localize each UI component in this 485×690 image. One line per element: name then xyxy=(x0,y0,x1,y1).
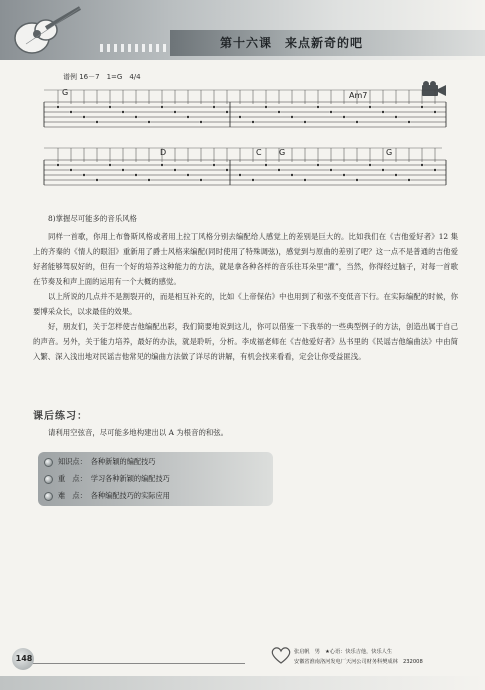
fret-mark xyxy=(434,169,436,171)
bullet-icon xyxy=(44,475,53,484)
fret-mark xyxy=(395,174,397,176)
chord-label: G xyxy=(62,88,69,97)
bullet-icon xyxy=(44,492,53,501)
example-label: 谱例 16－7 1=G 4/4 xyxy=(63,73,141,81)
footer-band xyxy=(0,676,485,690)
chapter-title: 第十六课 来点新奇的吧 xyxy=(220,36,364,50)
fret-mark xyxy=(343,174,345,176)
fret-mark xyxy=(187,174,189,176)
summary-value: 学习各种新颖的编配技巧 xyxy=(90,474,170,483)
chord-label: G xyxy=(386,148,393,157)
fret-mark xyxy=(252,121,254,123)
summary-value: 各种新颖的编配技巧 xyxy=(90,457,156,466)
fret-mark xyxy=(291,116,293,118)
fret-mark xyxy=(122,169,124,171)
page-number: 148 xyxy=(15,654,33,663)
fret-mark xyxy=(122,111,124,113)
fret-mark xyxy=(187,116,189,118)
fret-mark xyxy=(369,164,371,166)
exercise-title: 课后练习： xyxy=(33,411,88,422)
fret-mark xyxy=(304,179,306,181)
fret-mark xyxy=(174,169,176,171)
paragraph: 好，朋友们，关于怎样使吉他编配出彩，我们简要地说到这儿，你可以借鉴一下我举的一些典型例子的方法，创造出属于自己的声音。另外，关于能力培养，最好的办法，就是聆听，分析。李成福老师在《吉他爱好者》丛书里的《民谣吉他编曲法》中由简入繁、深入浅出地对民谣吉他常见的编曲方法做了详尽的讲解，有机会找来看看，定会让你受益匪浅。 xyxy=(33,322,458,361)
summary-value: 各种编配技巧的实际应用 xyxy=(90,491,170,500)
fret-mark xyxy=(135,116,137,118)
chord-label: D xyxy=(160,148,167,157)
summary-row xyxy=(44,472,170,486)
fret-mark xyxy=(213,106,215,108)
summary-key: 难 点： xyxy=(58,491,87,500)
reader-credit: 张启帆 男 ★心语：快乐吉他，快乐人生 xyxy=(294,649,393,655)
fret-mark xyxy=(382,111,384,113)
fret-mark xyxy=(148,179,150,181)
chord-label: Am7 xyxy=(349,91,368,100)
fret-mark xyxy=(278,111,280,113)
fret-mark xyxy=(317,164,319,166)
fret-mark xyxy=(213,164,215,166)
fret-mark xyxy=(408,179,410,181)
reader-address: 安徽省淮南洛河发电厂天河公司财务科樊成林 232008 xyxy=(294,659,423,665)
exercise-text: 请利用空弦音，尽可能多地构建出以 A 为根音的和弦。 xyxy=(48,428,229,437)
summary-row xyxy=(44,455,155,469)
footer-rule xyxy=(30,663,245,664)
summary-key: 重 点： xyxy=(58,474,87,483)
fret-mark xyxy=(356,121,358,123)
chord-label: C xyxy=(256,148,262,157)
fret-mark xyxy=(109,106,111,108)
fret-mark xyxy=(239,116,241,118)
fret-mark xyxy=(161,164,163,166)
fret-mark xyxy=(70,169,72,171)
fret-mark xyxy=(161,106,163,108)
fret-mark xyxy=(369,106,371,108)
fret-mark xyxy=(96,179,98,181)
fret-mark xyxy=(343,116,345,118)
fret-mark xyxy=(330,169,332,171)
fret-mark xyxy=(226,111,228,113)
fret-mark xyxy=(148,121,150,123)
fret-mark xyxy=(96,121,98,123)
fret-mark xyxy=(421,106,423,108)
summary-box xyxy=(38,452,273,506)
fret-mark xyxy=(330,111,332,113)
fret-mark xyxy=(304,121,306,123)
fret-mark xyxy=(317,106,319,108)
fret-mark xyxy=(421,164,423,166)
tab-notation xyxy=(0,0,485,200)
fret-mark xyxy=(109,164,111,166)
fret-mark xyxy=(278,169,280,171)
fret-mark xyxy=(83,116,85,118)
fret-mark xyxy=(239,174,241,176)
heart-icon xyxy=(270,645,292,665)
fret-mark xyxy=(200,121,202,123)
fret-mark xyxy=(434,111,436,113)
fret-mark xyxy=(200,179,202,181)
body-text xyxy=(33,229,458,364)
chord-label: G xyxy=(279,148,286,157)
fret-mark xyxy=(83,174,85,176)
fret-mark xyxy=(174,111,176,113)
fret-mark xyxy=(265,164,267,166)
fret-mark xyxy=(135,174,137,176)
fret-mark xyxy=(57,164,59,166)
fret-mark xyxy=(356,179,358,181)
fret-mark xyxy=(252,179,254,181)
fret-mark xyxy=(291,174,293,176)
section-subhead: 8)掌握尽可能多的音乐风格 xyxy=(48,214,137,223)
paragraph: 同样一首歌，你用上布鲁斯风格或者用上拉丁风格分别去编配给人感觉上的差别是巨大的。比如我们在《吉他爱好者》12 集上的齐秦的《情人的眼泪》重新用了爵士风格来编配(同时使用了特殊调弦)，感觉到与原曲的差别了吧？这一点不是普通的吉他爱好者能够驾驭好的，但有一个好的培养这种能力的方法，就是拿各种各样的音乐往耳朵里“灌”，当然，你得经过脑子，对每一首歌在节奏及和声上面的运用有一个大概的感觉。 xyxy=(33,232,458,286)
fret-mark xyxy=(382,169,384,171)
fret-mark xyxy=(57,106,59,108)
fret-mark xyxy=(226,169,228,171)
fret-mark xyxy=(408,121,410,123)
paragraph: 以上所说的几点并不是割裂开的，而是相互补充的，比如《上帝保佑》中也用到了和弦不变低音下行。在实际编配的时候，你要博采众长，以求最佳的效果。 xyxy=(33,292,458,316)
fret-mark xyxy=(70,111,72,113)
fret-mark xyxy=(395,116,397,118)
fret-mark xyxy=(265,106,267,108)
summary-key: 知识点： xyxy=(58,457,87,466)
bullet-icon xyxy=(44,458,53,467)
summary-row xyxy=(44,489,170,503)
